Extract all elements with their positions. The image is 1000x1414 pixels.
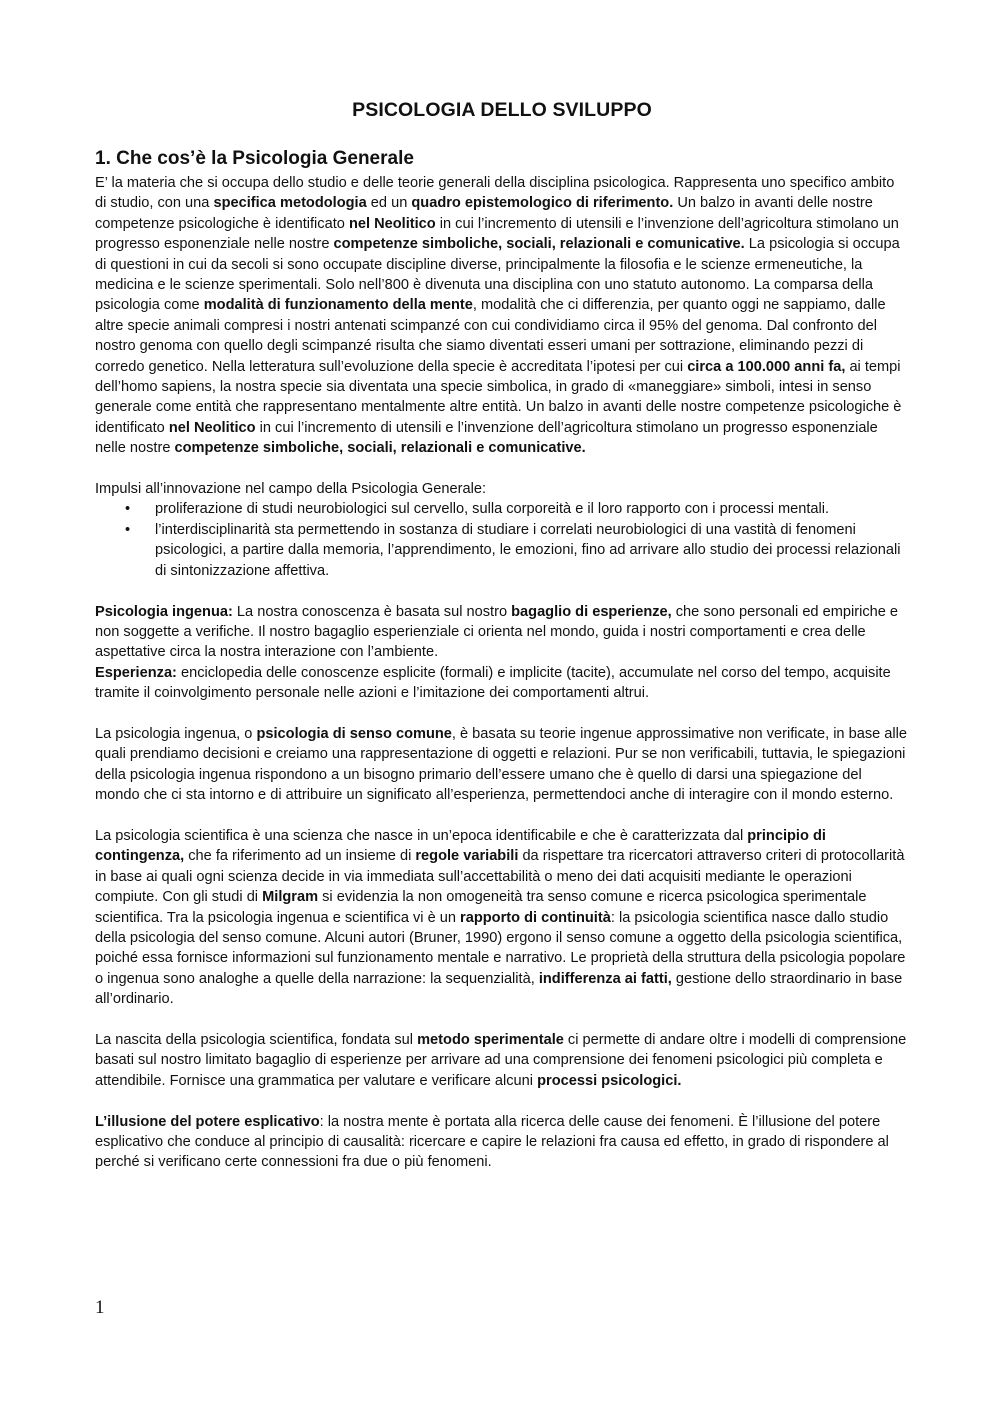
paragraph-spacer — [95, 581, 909, 601]
illusion-paragraph: L’illusione del potere esplicativo: la nostra mente è portata alla ricerca delle cause dei fenomeni. È l’illusione del potere esplicativo che conduce al principio di causalità: ricercare e capire le relazioni fra causa ed effetto, in grado di rispondere al perché si verificano certe connessioni fra due o più fenomeni. — [95, 1113, 889, 1171]
section-heading: 1. Che cos’è la Psicologia Generale — [95, 148, 414, 169]
document-page — [95, 96, 909, 1173]
impulses-lead: Impulsi all’innovazione nel campo della Psicologia Generale: — [95, 481, 487, 498]
impulses-list — [95, 499, 909, 581]
scientific-psychology-paragraph: La psicologia scientifica è una scienza che nasce in un’epoca identificabile e che è caratterizzata dal principio di contingenza, che fa riferimento ad un insieme di regole variabili da rispettare tra ricercatori attraverso criteri di protocollarità in base ai quali ogni scienza decide in via immediata sull’accettabilità o meno dei dati acquisiti mediante le operazioni compiute. Con gli studi di Milgram si evidenzia la non omogeneità tra senso comune e ricerca psicologica sperimentale scientifica. Tra la psicologia ingenua e scientifica vi è un rapporto di continuità: la psicologia scientifica nasce dallo studio della psicologia del senso comune. Alcuni autori (Bruner, 1990) ergono il senso comune a oggetto della psicologia scientifica, poiché essa fornisce informazioni sul funzionamento mentale e narrativo. Le proprietà della struttura della psicologia popolare o ingenua sono analoghe a quelle della narrazione: la sequenzialità, indifferenza ai fatti, gestione dello straordinario in base all’ordinario. — [95, 827, 906, 1008]
naive-psychology-paragraph: Psicologia ingenua: La nostra conoscenza è basata sul nostro bagaglio di esperienze, che sono personali ed empiriche e non soggette a verifiche. Il nostro bagaglio esperienziale ci orienta nel mondo, guida i nostri comportamenti e crea delle aspettative circa la nostra interazione con l’ambiente. — [95, 603, 899, 661]
page-number: 1 — [95, 1297, 105, 1318]
experience-paragraph: Esperienza: enciclopedia delle conoscenze esplicite (formali) e implicite (tacite), accumulate nel corso del tempo, acquisite tramite il coinvolgimento personale nelle azioni e l’imitazione dei comportamenti altrui. — [95, 664, 891, 702]
paragraph-spacer — [95, 1091, 909, 1111]
paragraph-spacer — [95, 806, 909, 826]
birth-paragraph: La nascita della psicologia scientifica, fondata sul metodo sperimentale ci permette di andare oltre i modelli di comprensione basati sul nostro limitato bagaglio di esperienze per arrivare ad una comprensione dei fenomeni psicologici più completa e attendibile. Fornisce una grammatica per valutare e verificare alcuni processi psicologici. — [95, 1031, 907, 1089]
paragraph-spacer — [95, 704, 909, 724]
common-sense-paragraph: La psicologia ingenua, o psicologia di senso comune, è basata su teorie ingenue approssimative non verificate, in base alle quali prendiamo decisioni e creiamo una rappresentazione di oggetti e relazioni. Pur se non verificabili, tuttavia, le spiegazioni della psicologia ingenua rispondono a un bisogno primario dell’essere umano che è quello di darsi una spiegazione del mondo che ci sta intorno e di attribuire un significato all’esperienza, permettendoci anche di interagire con il mondo esterno. — [95, 725, 908, 804]
bullet-icon: • — [125, 521, 131, 538]
paragraph-spacer — [95, 459, 909, 479]
bullet-icon: • — [125, 501, 131, 518]
document-title: PSICOLOGIA DELLO SVILUPPO — [352, 99, 652, 121]
list-item: • proliferazione di studi neurobiologici sul cervello, sulla corporeità e il loro rapporto con i processi mentali. — [95, 499, 909, 519]
paragraph-spacer — [95, 1010, 909, 1030]
intro-paragraph: E’ la materia che si occupa dello studio e delle teorie generali della disciplina psicologica. Rappresenta uno specifico ambito di studio, con una specifica metodologia ed un quadro epistemologico di riferimento. Un balzo in avanti delle nostre competenze psicologiche è identificato nel Neolitico in cui l’incremento di utensili e l’invenzione dell’agricoltura stimolano un progresso esponenziale nelle nostre competenze simboliche, sociali, relazionali e comunicative. La psicologia si occupa di questioni in cui da secoli si sono occupate discipline diverse, principalmente la filosofia e le scienze ermeneutiche, la medicina e le scienze sperimentali. Solo nell’800 è divenuta una disciplina con uno statuto autonomo. La comparsa della psicologia come modalità di funzionamento della mente, modalità che ci differenzia, per quanto oggi ne sappiamo, dalle altre specie animali compresi i nostri antenati scimpanzé con cui condividiamo circa il 95% del genoma. Dal confronto del nostro genoma con quello degli scimpanzé risulta che siamo diventati esseri umani per sottrazione, eliminando pezzi di corredo genetico. Nella letteratura sull’evoluzione della specie è accreditata l’ipotesi per cui circa a 100.000 anni fa, ai tempi dell’homo sapiens, la nostra specie sia diventata una specie simbolica, in grado di «maneggiare» simboli, intesi in senso generale come entità che rappresentano mentalmente altre entità. Un balzo in avanti delle nostre competenze psicologiche è identificato nel Neolitico in cui l’incremento di utensili e l’invenzione dell’agricoltura stimolano un progresso esponenziale nelle nostre competenze simboliche, sociali, relazionali e comunicative. — [95, 175, 902, 457]
list-item: • l’interdisciplinarità sta permettendo in sostanza di studiare i correlati neurobiologici di una vastità di fenomeni psicologici, a partire dalla memoria, l’apprendimento, le emozioni, fino ad arrivare allo studio dei processi relazionali di sintonizzazione affettiva. — [125, 521, 901, 579]
